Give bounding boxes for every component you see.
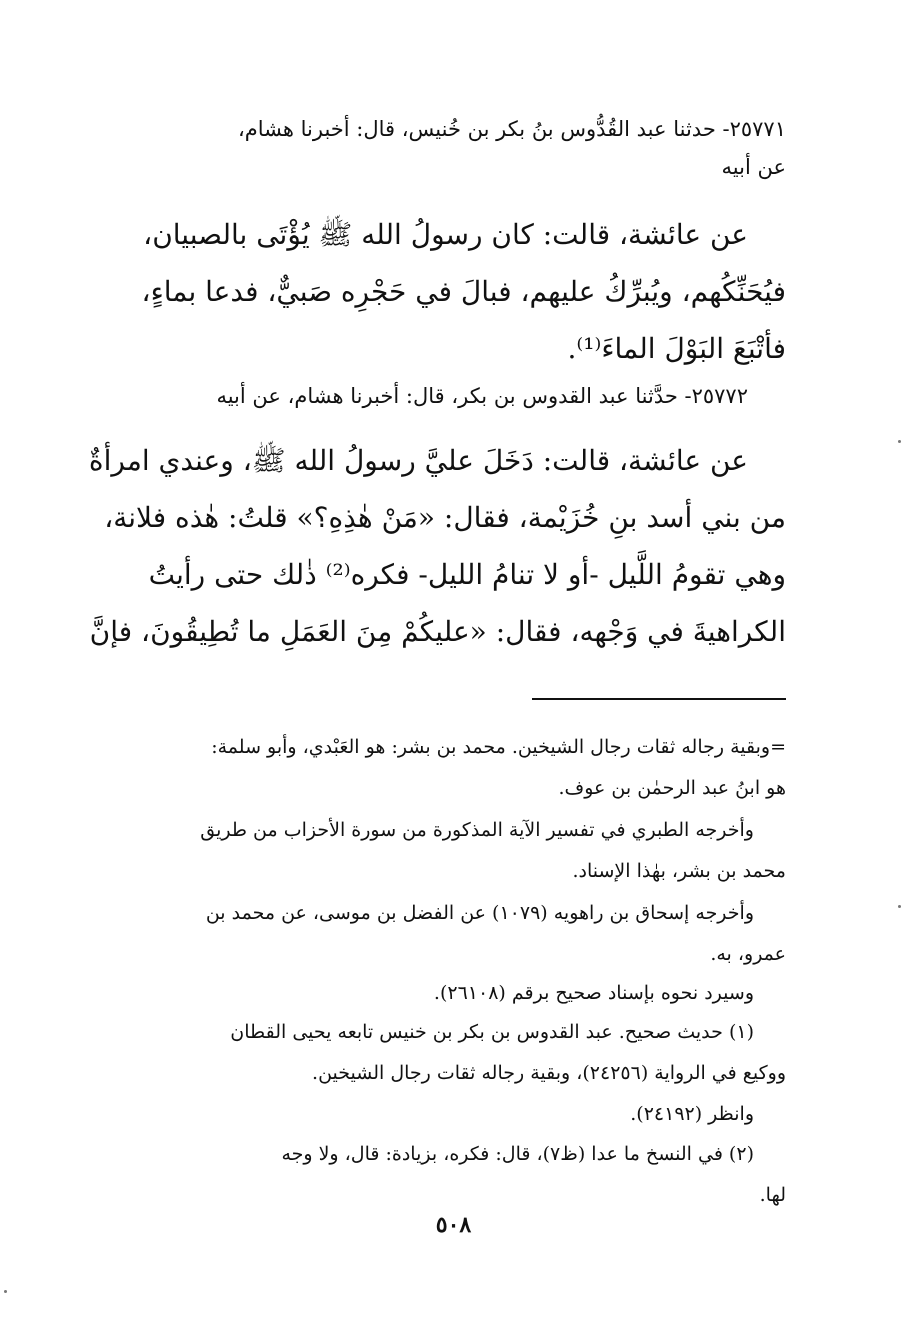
- hadith-25771-matn: [86, 206, 786, 377]
- matn-line: فيُحَنِّكُهم، ويُبرِّكُ عليهم، فبالَ في حَجْرِه صَبيٌّ، فدعا بماءٍ،: [141, 275, 786, 308]
- footnote-line: وأخرجه إسحاق بن راهويه (١٠٧٩) عن الفضل بن موسى، عن محمد بن: [205, 902, 754, 924]
- footnote-ishaq: [86, 893, 786, 975]
- matn-line: عن عائشة، قالت: دَخَلَ عليَّ رسولُ الله ﷺ، وعندي امرأةٌ: [88, 444, 748, 477]
- footnote-unzur: [86, 1095, 786, 1133]
- footnote-1: [86, 1012, 786, 1094]
- page-number: ٥٠٨: [435, 1212, 472, 1238]
- matn-line: عن عائشة، قالت: كان رسولُ الله ﷺ يُؤْتَى بالصبيان،: [143, 218, 748, 251]
- footnote-2: [86, 1134, 786, 1216]
- isnad-line: ٢٥٧٧١- حدثنا عبد القُدُّوس بنُ بكر بن خُنيس، قال: أخبرنا هشام،: [237, 117, 786, 141]
- footnote-line: ووكيع في الرواية (٢٤٢٥٦)، وبقية رجاله ثقات رجال الشيخين.: [312, 1062, 786, 1084]
- footnote-line: =وبقية رجاله ثقات رجال الشيخين. محمد بن بشر: هو العَبْدي، وأبو سلمة:: [211, 736, 786, 758]
- footnote-tabari: [86, 810, 786, 892]
- matn-line: فأتْبَعَ البَوْلَ الماءَ⁽¹⁾.: [567, 332, 786, 365]
- scan-speck: [4, 1290, 7, 1293]
- footnote-line: هو ابنُ عبد الرحمٰن بن عوف.: [558, 777, 786, 799]
- footnote-line: (٢) في النسخ ما عدا (ظ٧)، قال: فكره، بزيادة: قال، ولا وجه: [281, 1143, 754, 1165]
- footnote-line: لها.: [759, 1184, 786, 1206]
- footnote-sayarid: [86, 974, 786, 1012]
- hadith-25771-isnad: [86, 110, 786, 186]
- hadith-25772-matn: [86, 432, 786, 660]
- matn-line: وهي تقومُ اللَّيل -أو لا تنامُ الليل- فكره⁽²⁾ ذٰلك حتى رأيتُ: [148, 558, 786, 591]
- hadith-25772-isnad: [86, 377, 786, 415]
- footnote-separator: [532, 698, 786, 700]
- footnote-line: وانظر (٢٤١٩٢).: [630, 1103, 754, 1125]
- scan-speck: [898, 440, 901, 443]
- footnote-continued: [86, 727, 786, 809]
- matn-line: الكراهيةَ في وَجْهه، فقال: «عليكُمْ مِنَ العَمَلِ ما تُطِيقُونَ، فإنَّ: [89, 615, 786, 648]
- footnote-line: وأخرجه الطبري في تفسير الآية المذكورة من سورة الأحزاب من طريق: [200, 819, 754, 841]
- footnote-line: وسيرد نحوه بإسناد صحيح برقم (٢٦١٠٨).: [433, 982, 754, 1004]
- isnad-line: عن أبيه: [721, 155, 786, 179]
- footnote-line: (١) حديث صحيح. عبد القدوس بن بكر بن خنيس تابعه يحيى القطان: [230, 1021, 754, 1043]
- scan-speck: [898, 905, 901, 908]
- footnote-line: عمرو، به.: [710, 943, 786, 965]
- matn-line: من بني أسد بنِ خُزَيْمة، فقال: «مَنْ هٰذِهِ؟» قلتُ: هٰذه فلانة،: [104, 501, 786, 534]
- footnote-line: محمد بن بشر، بهٰذا الإسناد.: [572, 860, 786, 882]
- isnad-line: ٢٥٧٧٢- حدَّثنا عبد القدوس بن بكر، قال: أخبرنا هشام، عن أبيه: [216, 384, 748, 408]
